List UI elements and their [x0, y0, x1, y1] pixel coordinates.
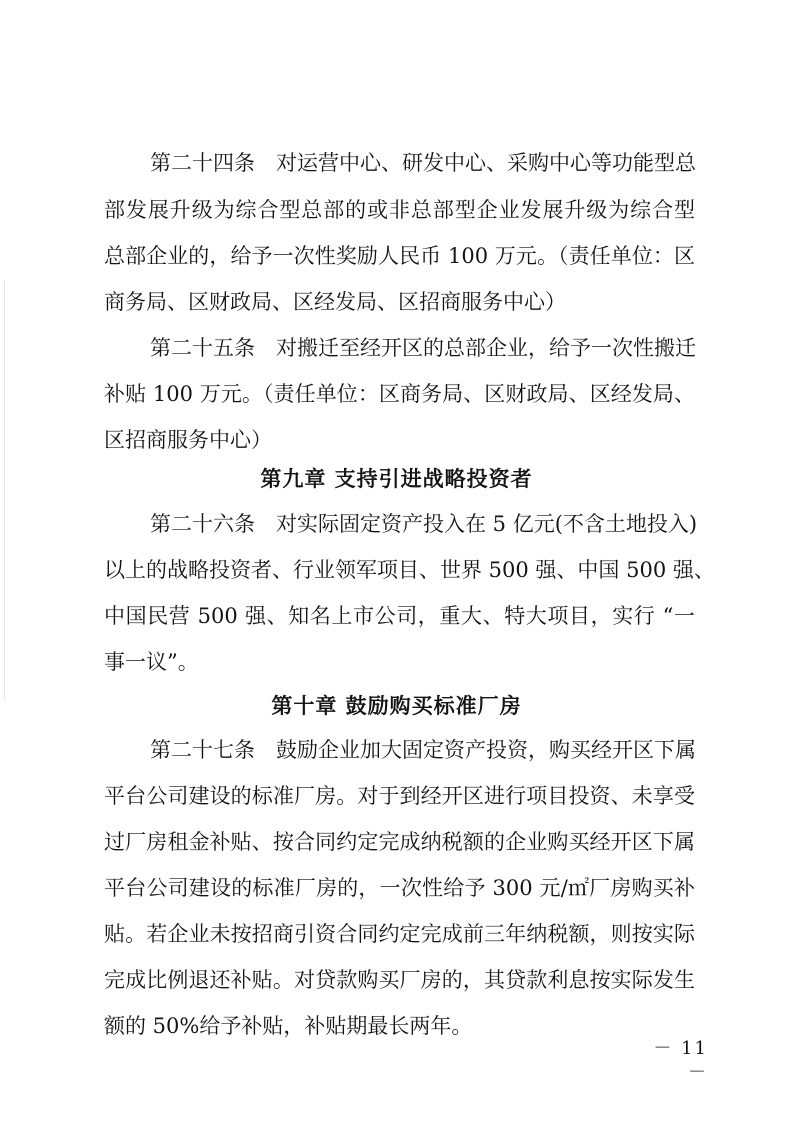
article-26-line-2: 以上的战略投资者、行业领军项目、世界 500 强、中国 500 强、 [104, 558, 715, 582]
article-24-line-3: 总部企业的，给予一次性奖励人民币 100 万元。（责任单位：区 [104, 244, 695, 268]
article-26-line-3: 中国民营 500 强、知名上市公司，重大、特大项目，实行 “一 [104, 604, 695, 628]
article-27-line-2: 平台公司建设的标准厂房。对于到经开区进行项目投资、未享受 [104, 784, 695, 808]
article-25-line-3: 区招商服务中心） [104, 428, 272, 452]
article-24-line-1: 第二十四条 对运营中心、研发中心、采购中心等功能型总 [150, 151, 696, 175]
article-26-line-1: 第二十六条 对实际固定资产投入在 5 亿元(不含土地投入) [150, 512, 698, 536]
article-27-line-5: 贴。若企业未按招商引资合同约定完成前三年纳税额，则按实际 [104, 922, 695, 946]
chapter-10-heading: 第十章 鼓励购买标准厂房 [271, 694, 522, 718]
page-number: － 11 － [653, 1038, 708, 1083]
article-27-line-4: 平台公司建设的标准厂房的，一次性给予 300 元/㎡厂房购买补 [104, 876, 695, 900]
article-27-line-3: 过厂房租金补贴、按合同约定完成纳税额的企业购买经开区下属 [104, 830, 695, 854]
article-25-line-2: 补贴 100 万元。（责任单位：区商务局、区财政局、区经发局、 [104, 382, 695, 406]
article-25-line-1: 第二十五条 对搬迁至经开区的总部企业，给予一次性搬迁 [150, 336, 696, 360]
article-27-line-7: 额的 50%给予补贴，补贴期最长两年。 [104, 1014, 473, 1038]
chapter-9-heading: 第九章 支持引进战略投资者 [260, 467, 533, 491]
article-24-line-2: 部发展升级为综合型总部的或非总部型企业发展升级为综合型 [104, 198, 695, 222]
article-27-line-1: 第二十七条 鼓励企业加大固定资产投资，购买经开区下属 [150, 738, 696, 762]
article-26-line-4: 事一议”。 [104, 650, 199, 674]
article-27-line-6: 完成比例退还补贴。对贷款购买厂房的，其贷款利息按实际发生 [104, 968, 695, 992]
article-24-line-4: 商务局、区财政局、区经发局、区招商服务中心） [104, 290, 566, 314]
